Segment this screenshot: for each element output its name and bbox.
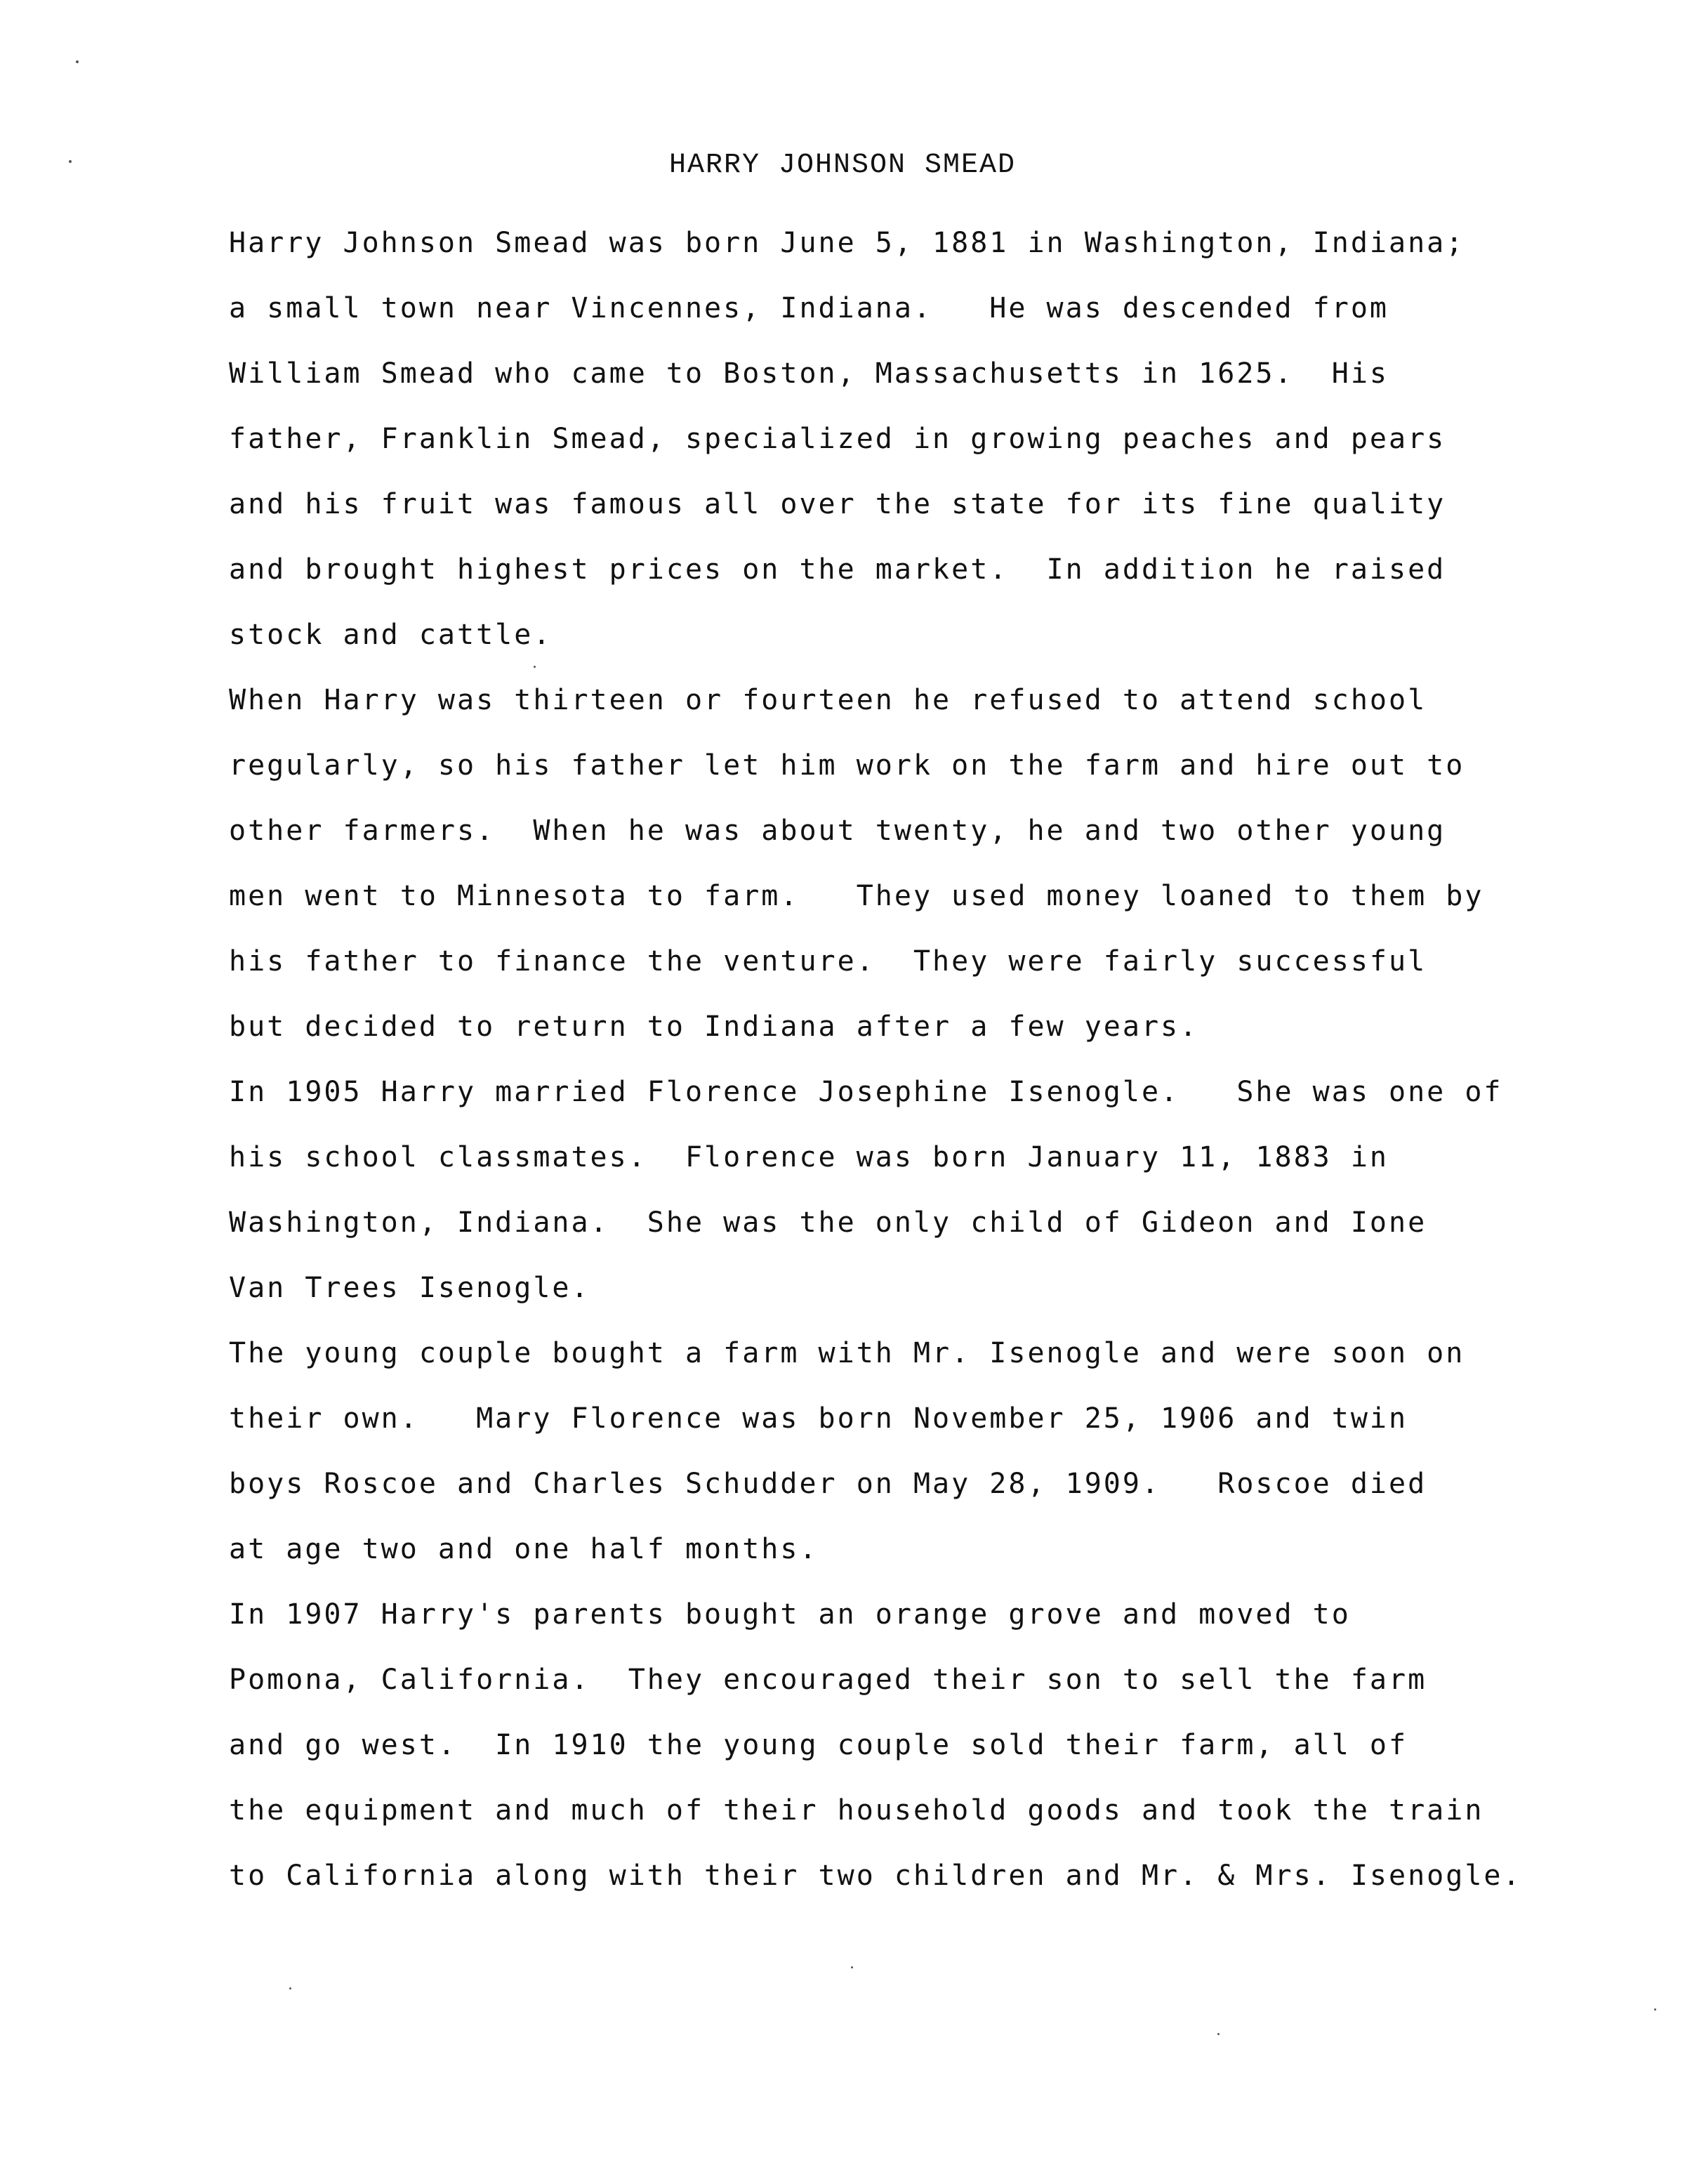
text-line: Van Trees Isenogle.: [229, 1272, 590, 1304]
text-line: and brought highest prices on the market. In addition he raised: [229, 553, 1446, 586]
paragraph-marriage: [229, 1060, 1619, 1321]
text-line: to California along with their two children and Mr. & Mrs. Isenogle.: [229, 1860, 1522, 1892]
text-line: their own. Mary Florence was born November 25, 1906 and twin: [229, 1402, 1408, 1435]
paragraph-birth: [229, 211, 1619, 668]
scan-speck: [534, 666, 536, 668]
scan-speck: [76, 60, 79, 63]
text-line: but decided to return to Indiana after a few years.: [229, 1011, 1199, 1043]
paragraph-youth: [229, 668, 1619, 1060]
text-line: Pomona, California. They encouraged their son to sell the farm: [229, 1664, 1427, 1696]
text-line: The young couple bought a farm with Mr. Isenogle and were soon on: [229, 1337, 1465, 1369]
text-line: and go west. In 1910 the young couple sold their farm, all of: [229, 1729, 1408, 1761]
text-line: Harry Johnson Smead was born June 5, 1881 in Washington, Indiana;: [229, 227, 1465, 259]
text-line: men went to Minnesota to farm. They used money loaned to them by: [229, 880, 1484, 912]
document-body: [229, 211, 1619, 1909]
text-line: his father to finance the venture. They were fairly successful: [229, 945, 1427, 978]
text-line: When Harry was thirteen or fourteen he refused to attend school: [229, 684, 1427, 716]
text-line: In 1905 Harry married Florence Josephine Isenogle. She was one of: [229, 1076, 1503, 1108]
document-title: HARRY JOHNSON SMEAD: [668, 150, 1017, 181]
scan-speck: [851, 1966, 853, 1968]
text-line: stock and cattle.: [229, 619, 553, 651]
text-line: In 1907 Harry's parents bought an orange grove and moved to: [229, 1598, 1351, 1631]
text-line: his school classmates. Florence was born January 11, 1883 in: [229, 1141, 1389, 1173]
text-line: the equipment and much of their household goods and took the train: [229, 1794, 1484, 1827]
scan-speck: [289, 1987, 291, 1989]
text-line: regularly, so his father let him work on the farm and hire out to: [229, 749, 1465, 782]
text-line: at age two and one half months.: [229, 1533, 819, 1565]
text-line: Washington, Indiana. She was the only child of Gideon and Ione: [229, 1206, 1427, 1239]
text-line: father, Franklin Smead, specialized in growing peaches and pears: [229, 423, 1446, 455]
text-line: William Smead who came to Boston, Massachusetts in 1625. His: [229, 357, 1389, 390]
text-line: other farmers. When he was about twenty, he and two other young: [229, 815, 1446, 847]
scan-speck: [1217, 2033, 1220, 2035]
text-line: boys Roscoe and Charles Schudder on May 28, 1909. Roscoe died: [229, 1468, 1427, 1500]
paragraph-move-west: [229, 1582, 1619, 1909]
scan-speck: [69, 160, 72, 163]
paragraph-children: [229, 1321, 1619, 1582]
scan-speck: [1654, 2008, 1656, 2011]
text-line: and his fruit was famous all over the state for its fine quality: [229, 488, 1446, 520]
text-line: a small town near Vincennes, Indiana. He was descended from: [229, 292, 1389, 324]
